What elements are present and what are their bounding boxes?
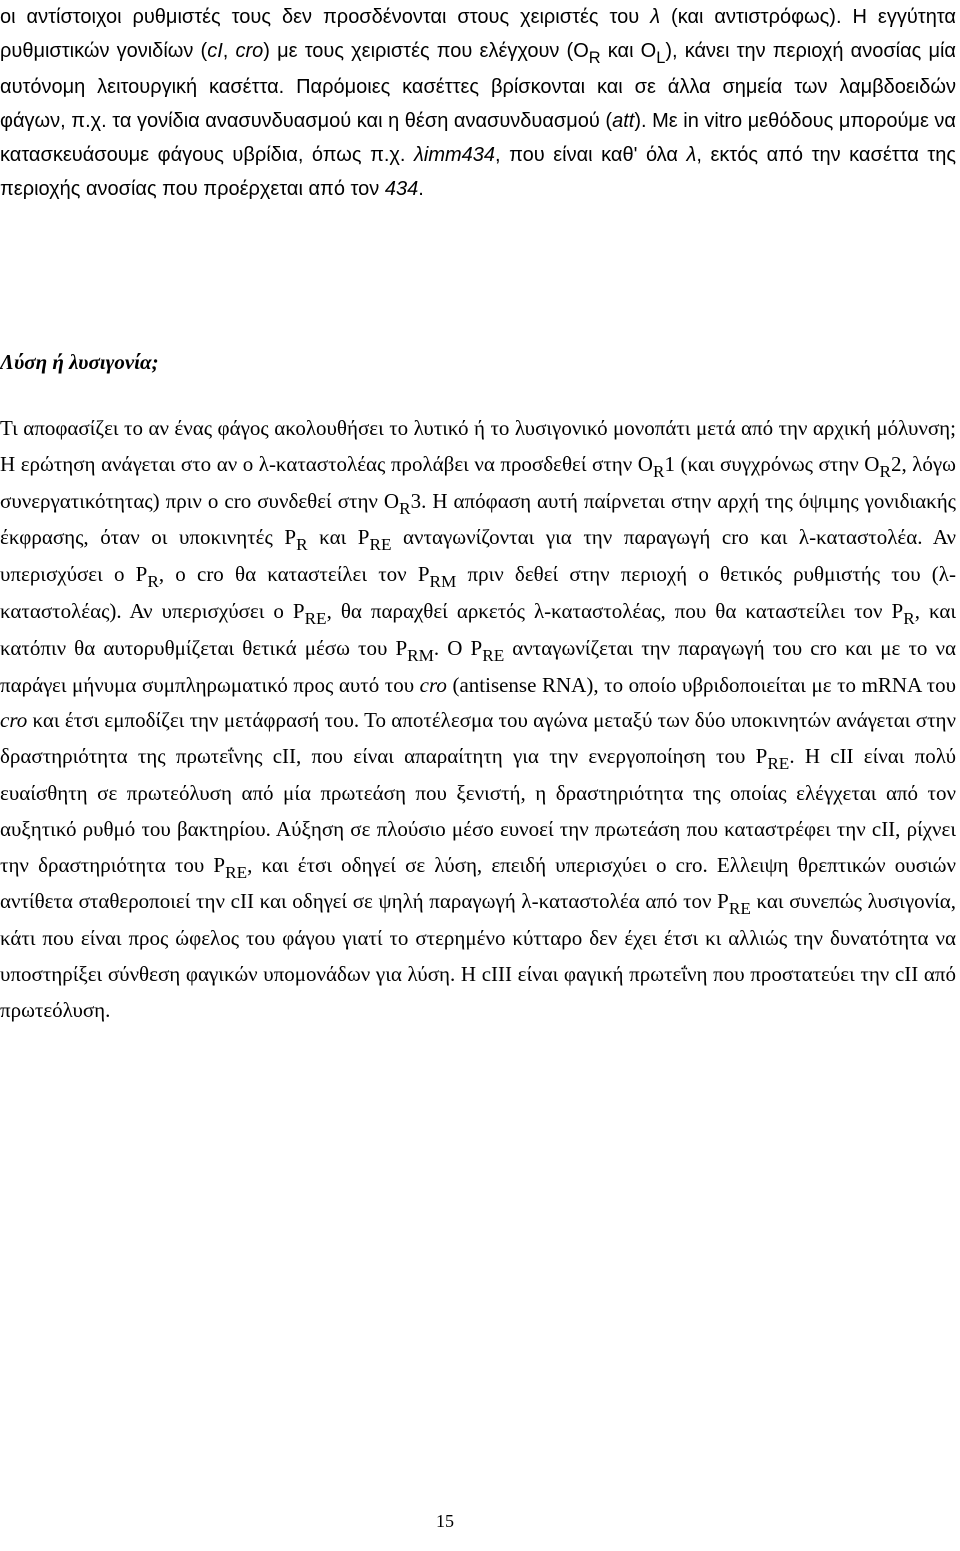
- paragraph-immunity-cassette: οι αντίστοιχοι ρυθμιστές τους δεν προσδένονται στους χειριστές του λ (και αντιστρόφως). Η εγγύτητα ρυθμιστικών γονιδίων (cI, cro) με τους χειριστές που ελέγχουν ($O_R$ και $O_L$), κάνει την περιοχή ανοσίας μία αυτόνομη λειτουργική κασέττα. Παρόμοιες κασέττες βρίσκονται και σε άλλα σημεία των λαμβδοειδών φάγων, π.χ. τα γονίδια ανασυνδυασμού και η θέση ανασυνδυασμού (att). Με in vitro μεθόδους μπορούμε να κατασκευάσουμε φάγους υβρίδια, όπως π.χ. λimm434, που είναι καθ' όλα λ, εκτός από την κασέττα της περιοχής ανοσίας που προέρχεται από τον 434.: [0, 6, 957, 201]
- page-number: 15: [436, 1511, 454, 1531]
- section-heading: Λύση ή λυσιγονία;: [0, 350, 159, 374]
- paragraph-lysis-lysogeny: Τι αποφασίζει το αν ένας φάγος ακολουθήσει το λυτικό ή το λυσιγονικό μονοπάτι μετά από την αρχική μόλυνση; Η ερώτηση ανάγεται στο αν ο λ-καταστολέας προλάβει να προσδεθεί στην $O_R1$ (και συγχρόνως στην $O_R2$, λόγω συνεργατικότητας) πριν ο cro συνδεθεί στην $O_R3$. Η απόφαση αυτή παίρνεται στην αρχή της όψιμης γονιδιακής έκφρασης, όταν οι υποκινητές $P_R$ και $P_{RE}$ ανταγωνίζονται για την παραγωγή cro και λ-καταστολέα. Αν υπερισχύσει ο $P_R$, ο cro θα καταστείλει τον $P_{RM}$ πριν δεθεί στην περιοχή ο θετικός ρυθμιστής του (λ-καταστολέας). Αν υπερισχύσει ο $P_{RE}$, θα παραχθεί αρκετός λ-καταστολέας, που θα καταστείλει τον $P_R$, και κατόπιν θα αυτορυθμίζεται θετικά μέσω του $P_{RM}$. Ο $P_{RE}$ ανταγωνίζεται την παραγωγή του cro και με το να παράγει μήνυμα συμπληρωματικό προς αυτό του cro (antisense RNA), το οποίο υβριδοποιείται με το mRNA του cro και έτσι εμποδίζει την μετάφρασή του. Το αποτέλεσμα του αγώνα μεταξύ των δύο υποκινητών ανάγεται στην δραστηριότητα της πρωτεΐνης cII, που είναι απαραίτητη για την ενεργοποίηση του $P_{RE}$. Η cII είναι πολύ ευαίσθητη σε πρωτεόλυση από μία πρωτεάση που ξενιστή, η δραστηριότητα της οποίας ελέγχεται από τον αυξητικό ρυθμό του βακτηρίου. Αύξηση σε πλούσιο μέσο ευνοεί την πρωτεάση που καταστρέφει την cII, ρίχνει την δραστηριότητα του $P_{RE}$, και έτσι οδηγεί σε λύση, επειδή υπερισχύει ο cro. Ελλειψη θρεπτικών ουσιών αντίθετα σταθεροποιεί την cII και οδηγεί σε ψηλή παραγωγή λ-καταστολέα από τον $P_{RE}$ και συνεπώς λυσιγονία, κάτι που είναι προς ώφελος του φάγου γιατί το στερημένο κύτταρο δεν έχει έτσι κι αλλιώς την δυνατότητα να υποστηρίξει σύνθεση φαγικών υπομονάδων για λύση. Η cIII είναι φαγική πρωτεΐνη που προστατεύει την cII από πρωτεόλυση.: [0, 416, 957, 1022]
